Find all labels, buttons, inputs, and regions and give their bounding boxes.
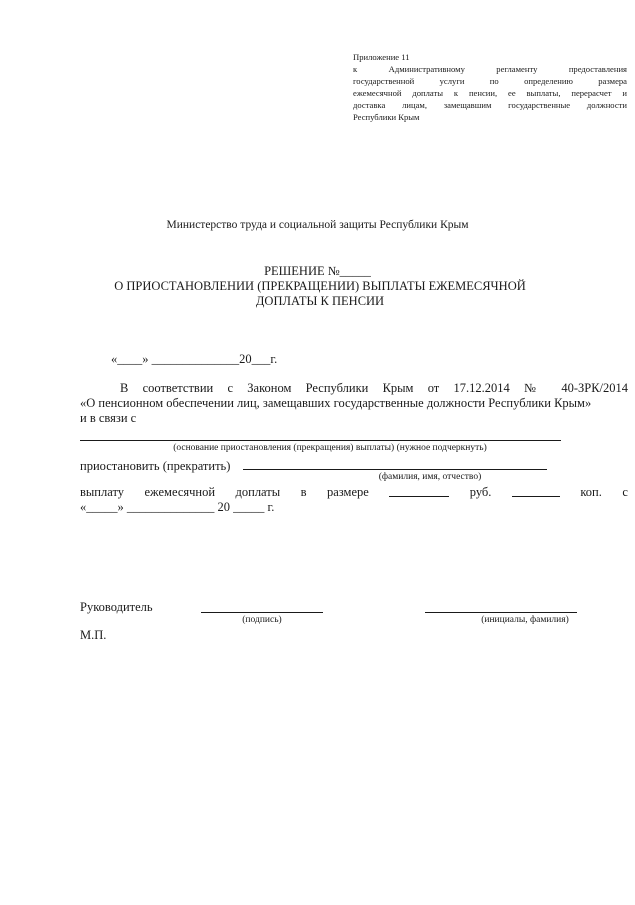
from-label: с	[622, 485, 628, 499]
signature-caption: (подпись)	[242, 615, 282, 625]
annex-line: к Административному регламенту предоставления	[353, 64, 627, 74]
rub-label: руб.	[469, 485, 492, 499]
body-line: В соответствии с Законом Республики Крым от 17.12.2014 № 40-ЗРК/2014	[120, 381, 628, 395]
decision-date-field[interactable]: «____» ______________20___г.	[111, 352, 278, 366]
fio-caption: (фамилия, имя, отчество)	[378, 472, 482, 482]
head-label: Руководитель	[80, 600, 153, 614]
annex-line: Республики Крым	[353, 112, 420, 122]
rub-amount-field[interactable]	[389, 485, 449, 497]
basis-input-line[interactable]	[80, 440, 561, 441]
ministry-name: Министерство труда и социальной защиты Республики Крым	[166, 219, 469, 231]
annex-line: Приложение 11	[353, 52, 410, 62]
payment-word: размере	[326, 485, 369, 499]
annex-line: государственной услуги по определению размера	[353, 76, 627, 86]
payment-word: выплату	[80, 485, 125, 499]
kop-label: коп.	[580, 485, 602, 499]
annex-line: ежемесячной доплаты к пенсии, ее выплаты, перерасчет и	[353, 88, 627, 98]
decision-title: РЕШЕНИЕ №_____	[264, 264, 371, 278]
decision-subtitle: О ПРИОСТАНОВЛЕНИИ (ПРЕКРАЩЕНИИ) ВЫПЛАТЫ ЕЖЕМЕСЯЧНОЙ ДОПЛАТЫ К ПЕНСИИ	[114, 279, 526, 308]
suspend-label: приостановить (прекратить)	[80, 459, 231, 473]
body-line: «О пенсионном обеспечении лиц, замещавших государственные должности Республики Крым»	[80, 396, 592, 410]
initials-caption: (инициалы, фамилия)	[481, 615, 569, 625]
annex-block	[353, 51, 627, 123]
body-line: и в связи с	[80, 411, 137, 425]
payment-word: в	[300, 485, 307, 499]
annex-line: доставка лицам, замещавшим государственные должности	[353, 100, 627, 110]
kop-amount-field[interactable]	[512, 485, 560, 497]
initials-line[interactable]	[425, 612, 577, 613]
seal-label: М.П.	[80, 628, 107, 642]
payment-row	[80, 485, 628, 500]
signature-line[interactable]	[201, 612, 323, 613]
start-date-field[interactable]: «_____» ______________ 20 _____ г.	[80, 500, 275, 514]
payment-word: доплаты	[235, 485, 281, 499]
payment-word: ежемесячной	[144, 485, 216, 499]
body-paragraph	[80, 381, 628, 426]
basis-caption: (основание приостановления (прекращения) выплаты) (нужное подчеркнуть)	[173, 443, 487, 453]
fio-input-line[interactable]	[243, 469, 547, 470]
